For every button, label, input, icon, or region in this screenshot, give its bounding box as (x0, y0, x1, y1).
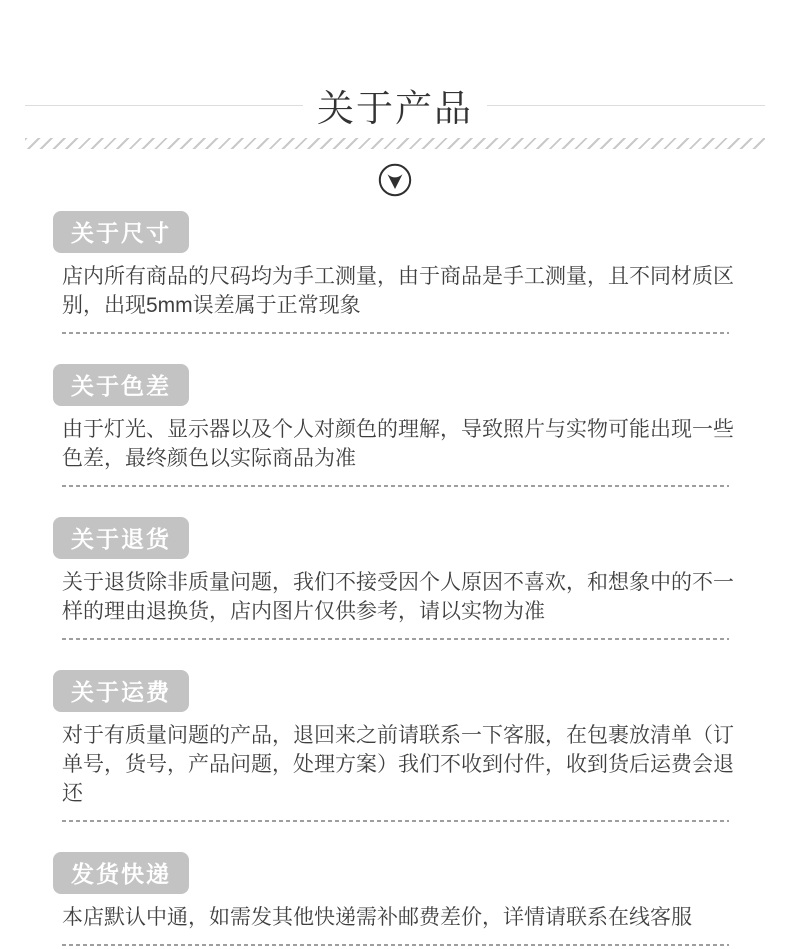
section-body: 对于有质量问题的产品，退回来之前请联系一下客服，在包裹放清单（订单号，货号，产品问题，处理方案）我们不收到付件，收到货后运费会退还 (62, 724, 734, 805)
dashed-separator (62, 485, 729, 487)
dashed-separator (62, 944, 729, 946)
title-line-right (487, 105, 765, 106)
dashed-separator (62, 820, 729, 822)
section-body: 本店默认中通，如需发其他快递需补邮费差价，详情请联系在线客服 (62, 906, 692, 929)
section-label: 关于退货 (71, 526, 171, 552)
info-section (53, 852, 738, 946)
section-badge (53, 364, 189, 406)
info-section (53, 211, 738, 334)
section-body: 店内所有商品的尺码均为手工测量，由于商品是手工测量，且不同材质区别，出现5mm误差属于正常现象 (62, 265, 734, 317)
section-badge (53, 852, 189, 894)
info-section (53, 670, 738, 822)
section-body: 由于灯光、显示器以及个人对颜色的理解，导致照片与实物可能出现一些色差，最终颜色以实际商品为准 (62, 418, 734, 470)
section-label: 关于色差 (71, 373, 171, 399)
section-badge (53, 517, 189, 559)
page-header (0, 0, 790, 197)
section-badge (53, 670, 189, 712)
scroll-hint (0, 163, 790, 197)
dashed-separator (62, 332, 729, 334)
info-section (53, 364, 738, 487)
chevron-down-circle-icon (378, 163, 412, 197)
dashed-separator (62, 638, 729, 640)
section-label: 发货快递 (71, 861, 171, 887)
page-title: 关于产品 (317, 88, 473, 129)
section-label: 关于运费 (71, 679, 171, 705)
section-badge (53, 211, 189, 253)
sections-list (0, 211, 790, 946)
info-section (53, 517, 738, 640)
section-body: 关于退货除非质量问题，我们不接受因个人原因不喜欢，和想象中的不一样的理由退换货，店内图片仅供参考，请以实物为准 (62, 571, 734, 623)
title-row (25, 84, 765, 129)
section-label: 关于尺寸 (71, 220, 171, 246)
title-line-left (25, 105, 303, 106)
hatch-divider (25, 138, 765, 149)
